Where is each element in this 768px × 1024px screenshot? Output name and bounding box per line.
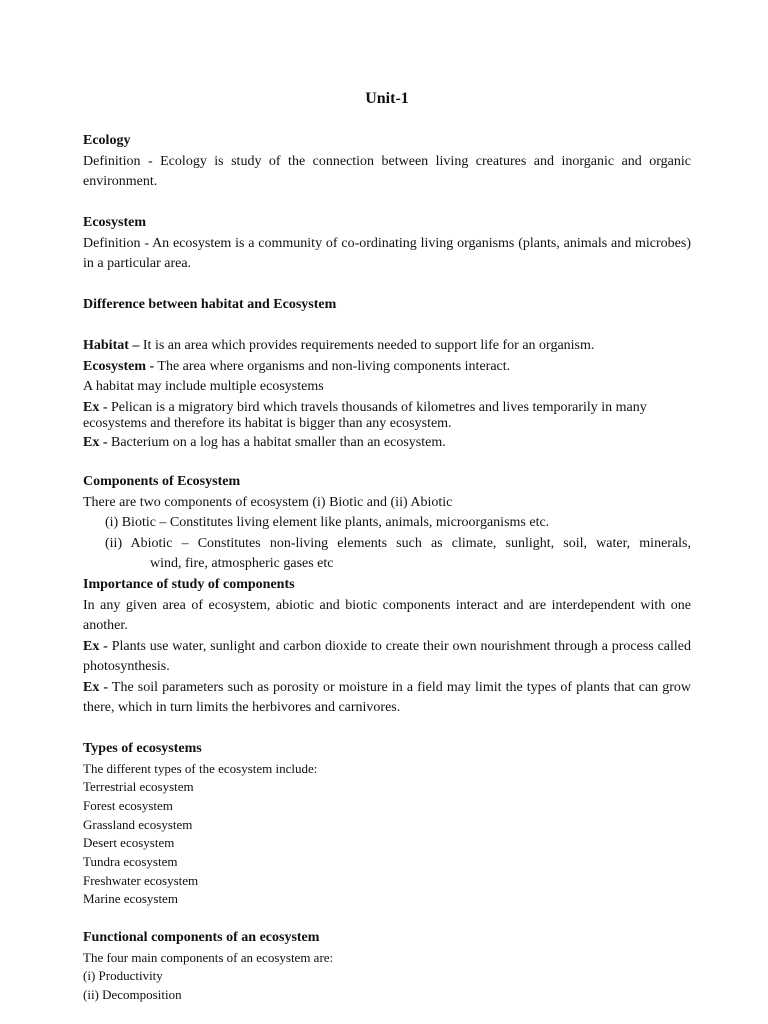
list-item: Desert ecosystem <box>83 835 175 851</box>
types-intro: The different types of the ecosystem include: <box>83 760 318 776</box>
components-section <box>83 472 691 575</box>
list-item: (i) Productivity <box>83 968 163 984</box>
types-section <box>83 739 691 909</box>
functional-section <box>83 928 691 1005</box>
example-bacterium-label: Ex - <box>83 434 108 450</box>
list-item: Marine ecosystem <box>83 891 178 907</box>
ecology-section <box>83 131 691 193</box>
example-pelican <box>83 400 691 433</box>
importance-para: In any given area of ecosystem, abiotic and biotic components interact and are interdependent with one another. <box>83 597 691 633</box>
importance-example-soil <box>83 678 691 719</box>
habitat-note: A habitat may include multiple ecosystems <box>83 379 324 394</box>
types-heading: Types of ecosystems <box>83 741 202 756</box>
ecosystem-heading: Ecosystem <box>83 215 146 230</box>
importance-ex2-label: Ex - <box>83 679 109 695</box>
list-item: Tundra ecosystem <box>83 854 178 870</box>
importance-heading: Importance of study of components <box>83 577 295 592</box>
list-item: Freshwater ecosystem <box>83 872 199 888</box>
ecosystem-def-line <box>83 357 691 378</box>
importance-section <box>83 575 691 719</box>
ecosystem-section <box>83 213 691 275</box>
importance-ex2-text: The soil parameters such as porosity or moisture in a field may limit the types of plants that can grow there, which in turn limits the herbivores and carnivores. <box>83 679 692 715</box>
components-biotic: (i) Biotic – Constitutes living element like plants, animals, microorganisms etc. <box>105 515 550 530</box>
example-bacterium-text: Bacterium on a log has a habitat smaller than an ecosystem. <box>107 434 446 450</box>
components-heading: Components of Ecosystem <box>83 474 241 489</box>
habitat-line <box>83 336 691 357</box>
ecology-heading: Ecology <box>83 133 131 148</box>
difference-section <box>83 336 691 453</box>
page-title: Unit-1 <box>365 90 409 107</box>
example-bacterium <box>83 433 691 454</box>
importance-example-photosynthesis <box>83 637 691 678</box>
difference-heading: Difference between habitat and Ecosystem <box>83 297 337 312</box>
habitat-text: It is an area which provides requirements needed to support life for an organism. <box>139 338 595 353</box>
importance-ex1-text: Plants use water, sunlight and carbon dioxide to create their own nourishment through a process called photosynthesis. <box>83 638 692 674</box>
example-pelican-label: Ex - <box>83 399 108 415</box>
components-abiotic-line1: (ii) Abiotic – Constitutes non-living elements such as climate, sunlight, soil, water, minerals, <box>105 535 691 551</box>
functional-heading: Functional components of an ecosystem <box>83 930 320 945</box>
ecosystem-text: The area where organisms and non-living components interact. <box>154 358 511 374</box>
components-abiotic-line2: wind, fire, atmospheric gases etc <box>150 556 334 571</box>
ecosystem-definition: Definition - An ecosystem is a community of co-ordinating living organisms (plants, animals and microbes) in a particular area. <box>83 235 691 271</box>
types-list <box>83 760 691 910</box>
components-intro: There are two components of ecosystem (i) Biotic and (ii) Abiotic <box>83 494 453 510</box>
functional-list <box>83 949 691 1005</box>
list-item: Terrestrial ecosystem <box>83 779 194 795</box>
ecosystem-label: Ecosystem - <box>83 358 155 374</box>
difference-heading-block <box>83 295 691 316</box>
functional-intro: The four main components of an ecosystem are: <box>83 949 334 965</box>
habitat-label: Habitat – <box>83 338 140 353</box>
list-item: (ii) Decomposition <box>83 986 182 1002</box>
list-item: Grassland ecosystem <box>83 816 193 832</box>
list-item: Forest ecosystem <box>83 797 173 813</box>
example-pelican-text: Pelican is a migratory bird which travels thousands of kilometres and lives temporarily in many ecosystems and therefore its habitat is bigger than any ecosystem. <box>83 399 647 431</box>
importance-ex1-label: Ex - <box>83 638 108 654</box>
ecology-definition: Definition - Ecology is study of the connection between living creatures and inorganic and organic environment. <box>83 153 691 189</box>
